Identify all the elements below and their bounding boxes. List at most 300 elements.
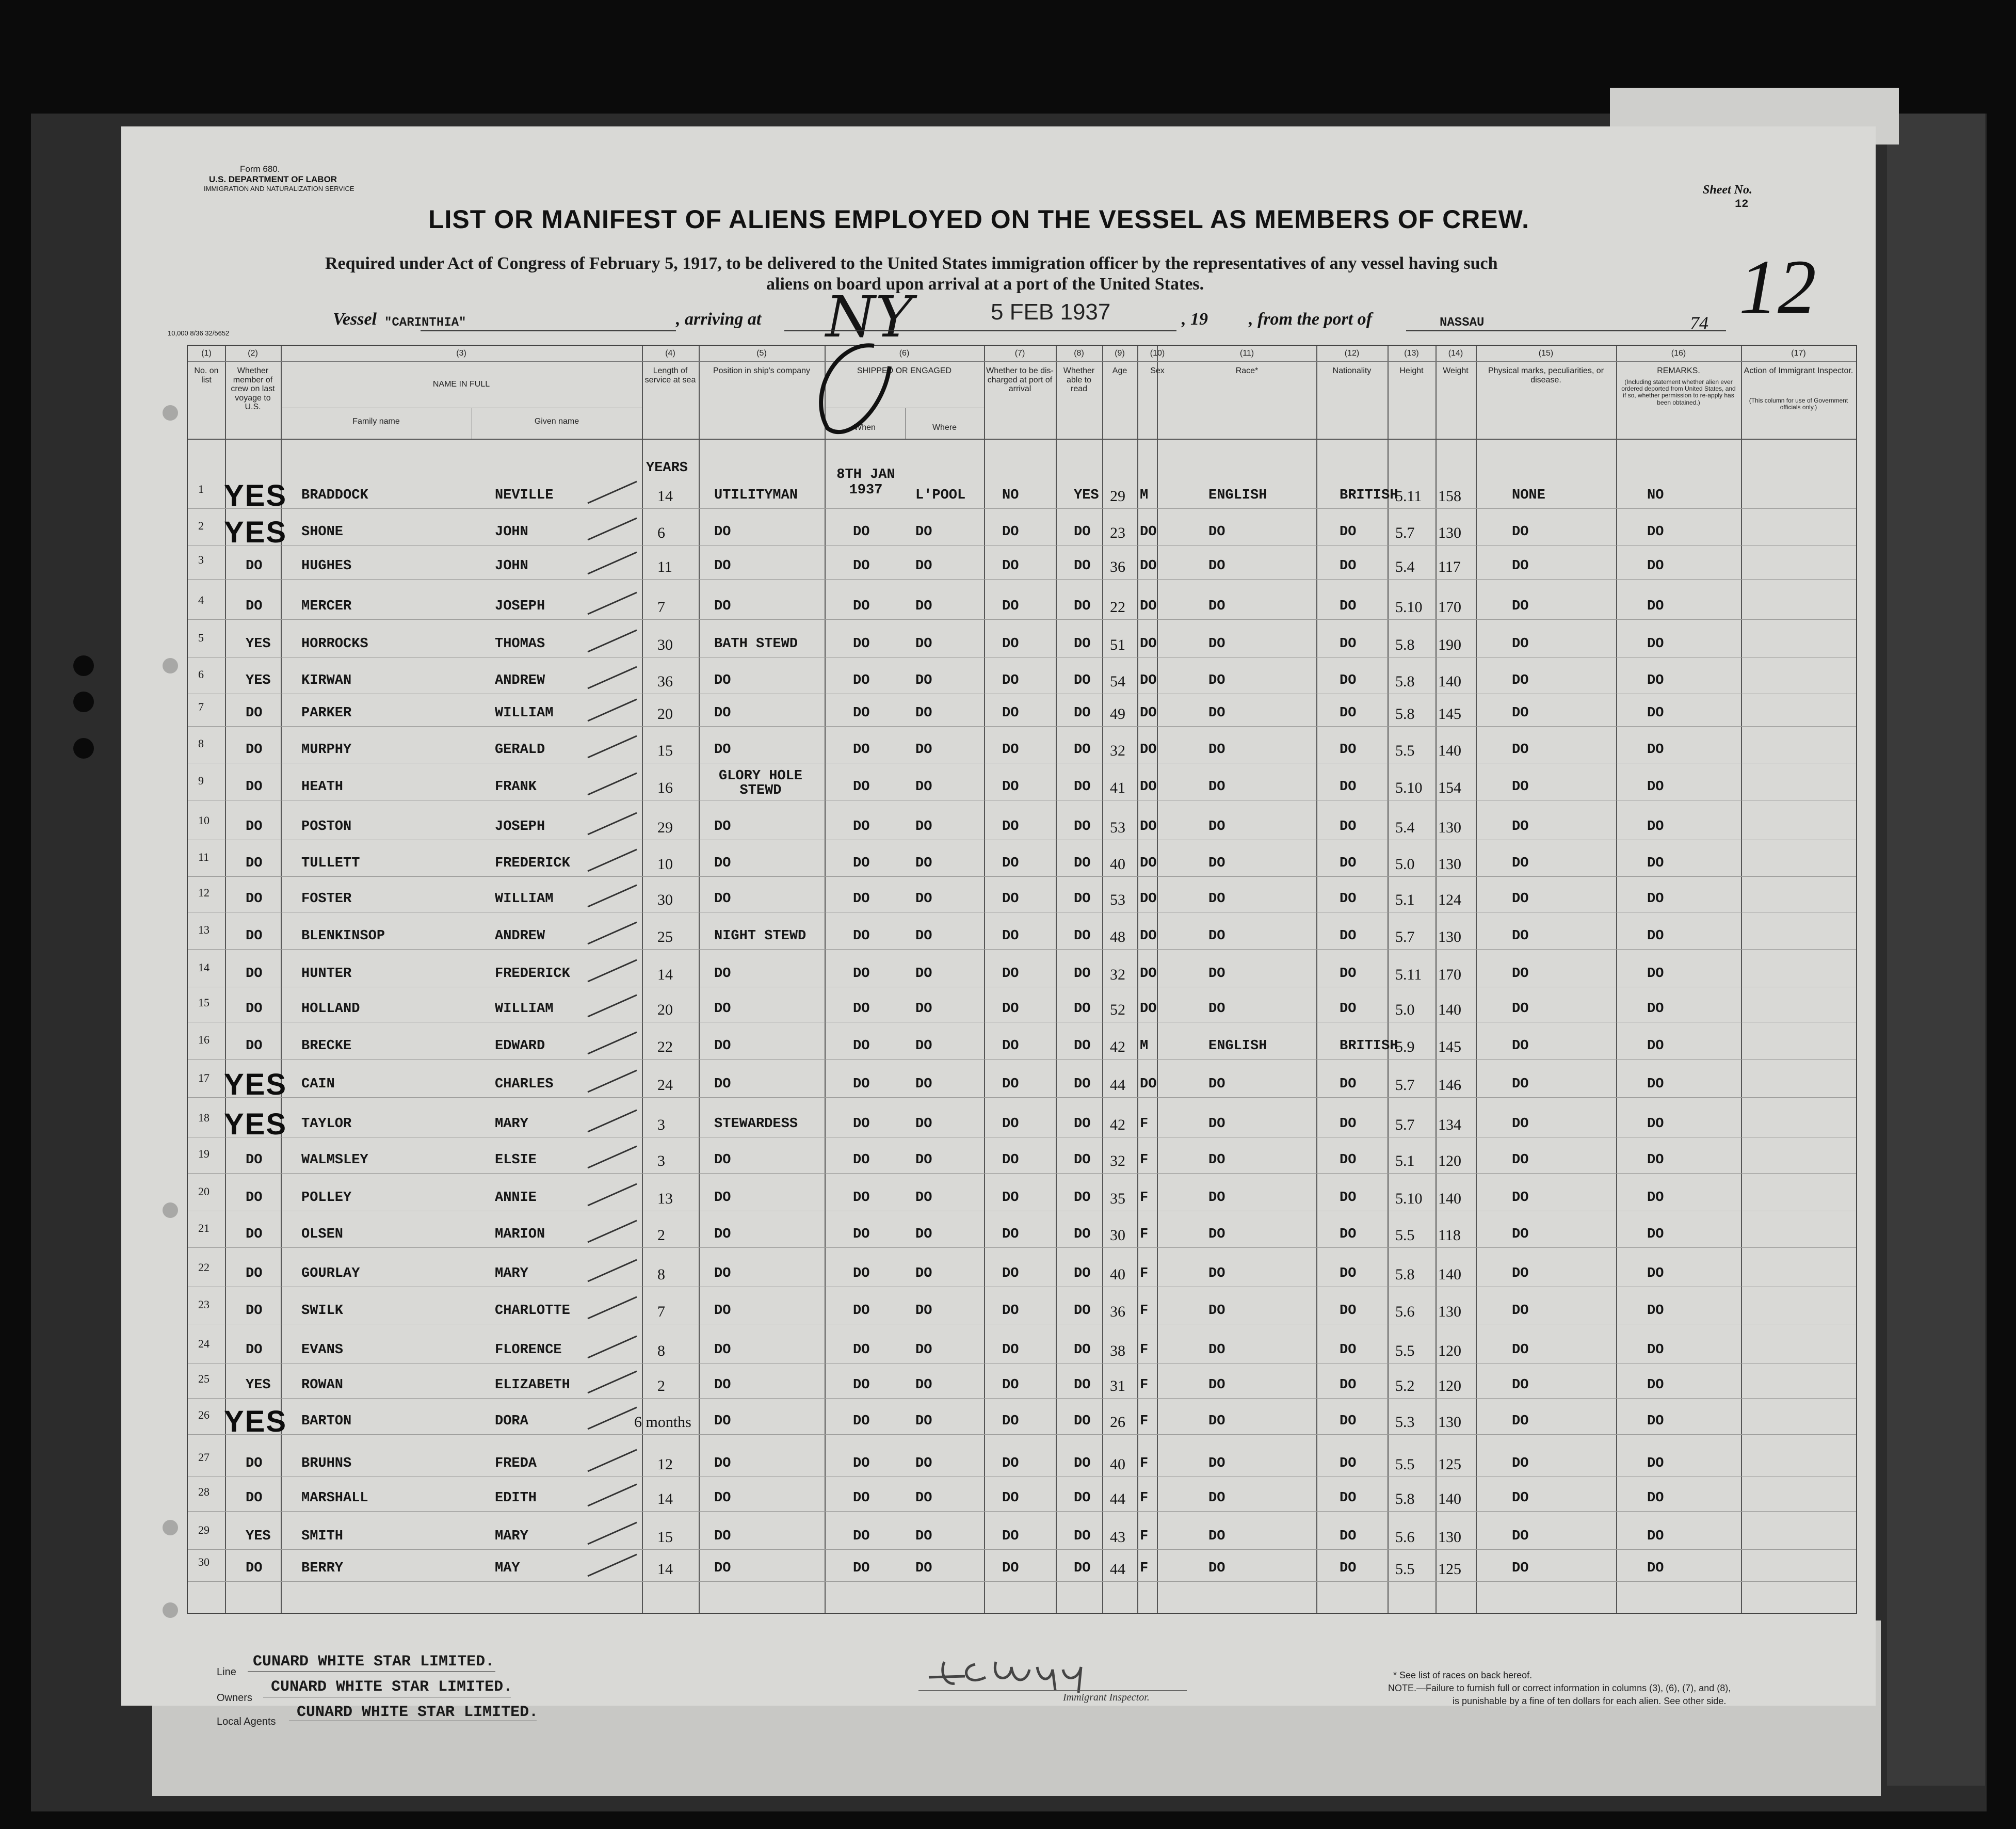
where-cell: DO: [915, 1001, 932, 1017]
arriving-port: NY: [826, 284, 913, 350]
where-cell: DO: [915, 599, 932, 614]
family-cell: WALMSLEY: [301, 1152, 368, 1168]
vessel-underline: [421, 330, 676, 331]
weight-cell: 125: [1438, 1456, 1461, 1473]
marks-cell: DO: [1512, 599, 1529, 614]
position-cell: DO: [714, 1152, 731, 1168]
weight-cell: 125: [1438, 1561, 1461, 1578]
remarks-cell: DO: [1647, 1342, 1664, 1358]
remarks-cell: DO: [1647, 1038, 1664, 1054]
disch-cell: DO: [1002, 1152, 1019, 1168]
given-cell: MARION: [495, 1227, 545, 1242]
nat-cell: DO: [1340, 1303, 1357, 1319]
marks-cell: DO: [1512, 1377, 1529, 1393]
last-voyage-cell: DO: [246, 705, 263, 721]
read-cell: DO: [1074, 1561, 1091, 1576]
family-cell: MURPHY: [301, 742, 352, 758]
position-cell: DO: [714, 705, 731, 721]
signature-underline: [918, 1690, 1187, 1691]
marks-cell: DO: [1512, 1038, 1529, 1054]
given-cell: ANDREW: [495, 928, 545, 944]
given-cell: JOHN: [495, 558, 528, 574]
column-rule: [1616, 346, 1617, 1613]
service-cell: 20: [657, 705, 673, 723]
penalty-note-1: NOTE.—Failure to furnish full or correct information in columns (3), (6), (7), and (8),: [1388, 1683, 1731, 1693]
family-cell: OLSEN: [301, 1227, 344, 1242]
row-number: 12: [198, 886, 209, 899]
check-mark: [585, 548, 642, 579]
weight-cell: 140: [1438, 1266, 1461, 1283]
row-number: 4: [198, 593, 204, 606]
check-mark: [585, 1180, 642, 1211]
last-voyage-cell: DO: [246, 928, 263, 944]
service-cell: 24: [657, 1077, 673, 1094]
disch-cell: DO: [1002, 928, 1019, 944]
service-cell: 25: [657, 928, 673, 945]
position-cell: DO: [714, 856, 731, 871]
marks-cell: DO: [1512, 1190, 1529, 1206]
column-number: (17): [1791, 349, 1806, 358]
age-cell: 23: [1110, 524, 1125, 541]
when-cell: DO: [853, 1377, 870, 1393]
page-reference: 74: [1690, 313, 1708, 333]
remarks-cell: DO: [1647, 1377, 1664, 1393]
department-name: U.S. DEPARTMENT OF LABOR: [209, 174, 337, 184]
sex-cell: DO: [1140, 1001, 1157, 1017]
where-cell: DO: [915, 1342, 932, 1358]
from-port: NASSAU: [1440, 316, 1485, 330]
height-cell: 5.0: [1395, 856, 1415, 873]
column-number: (13): [1404, 349, 1419, 358]
service-cell: 8: [657, 1266, 665, 1283]
disch-cell: DO: [1002, 1377, 1019, 1393]
service-cell: 15: [657, 1529, 673, 1546]
row-rule: [188, 876, 1856, 877]
given-cell: JOSEPH: [495, 819, 545, 835]
position-cell: DO: [714, 1001, 731, 1017]
where-cell: DO: [915, 636, 932, 652]
where-cell: DO: [915, 966, 932, 982]
column-rule: [699, 346, 700, 1613]
sex-cell: DO: [1140, 779, 1157, 795]
sheet-number-printed: 12: [1735, 198, 1749, 211]
disch-cell: DO: [1002, 1490, 1019, 1506]
age-cell: 44: [1110, 1561, 1125, 1578]
yes-stamp: YES: [224, 1068, 287, 1101]
height-cell: 5.7: [1395, 928, 1415, 945]
check-mark: [585, 514, 642, 545]
remarks-cell: DO: [1647, 928, 1664, 944]
row-number: 5: [198, 631, 204, 644]
remarks-cell: DO: [1647, 1190, 1664, 1206]
weight-cell: 190: [1438, 636, 1461, 653]
where-cell: DO: [915, 928, 932, 944]
age-cell: 43: [1110, 1529, 1125, 1546]
remarks-cell: DO: [1647, 819, 1664, 835]
when-cell: DO: [853, 1342, 870, 1358]
weight-cell: 140: [1438, 742, 1461, 759]
height-cell: 5.7: [1395, 524, 1415, 541]
family-cell: MARSHALL: [301, 1490, 368, 1506]
weight-cell: 145: [1438, 1038, 1461, 1055]
row-number: 29: [198, 1523, 209, 1536]
family-cell: SHONE: [301, 524, 344, 540]
nat-cell: DO: [1340, 1227, 1357, 1242]
age-cell: 36: [1110, 558, 1125, 575]
weight-cell: 130: [1438, 1529, 1461, 1546]
where-subheader: Where: [932, 423, 957, 432]
column-header: Whether to be dis-charged at port of arrival: [986, 366, 1054, 394]
last-voyage-cell: DO: [246, 856, 263, 871]
sex-cell: F: [1140, 1490, 1149, 1506]
subtitle-line-1: Required under Act of Congress of February 5, 1917, to be delivered to the United States immigration officer by the representatives of any vessel having such: [325, 254, 1498, 273]
column-header: Sex: [1150, 366, 1165, 375]
marks-cell: DO: [1512, 1266, 1529, 1281]
service-name: IMMIGRATION AND NATURALIZATION SERVICE: [204, 185, 354, 192]
column-header: REMARKS.: [1657, 366, 1700, 375]
marks-cell: DO: [1512, 1001, 1529, 1017]
given-cell: MAY: [495, 1561, 520, 1576]
column-rule: [1741, 346, 1742, 1613]
punch-hole: [73, 738, 94, 759]
last-voyage-cell: DO: [246, 1561, 263, 1576]
disch-cell: DO: [1002, 1529, 1019, 1544]
race-cell: DO: [1208, 1561, 1225, 1576]
when-cell: DO: [853, 1266, 870, 1281]
check-mark: [585, 1106, 642, 1137]
age-cell: 54: [1110, 673, 1125, 690]
from-port-label: , from the port of: [1249, 310, 1372, 329]
when-cell: DO: [853, 1414, 870, 1429]
line-value: CUNARD WHITE STAR LIMITED.: [253, 1653, 495, 1671]
disch-cell: DO: [1002, 966, 1019, 982]
remarks-cell: DO: [1647, 673, 1664, 688]
column-header: Whether able to read: [1063, 366, 1095, 394]
column-number: (9): [1115, 349, 1125, 358]
race-cell: DO: [1208, 1077, 1225, 1092]
height-cell: 5.8: [1395, 673, 1415, 690]
nat-cell: DO: [1340, 1077, 1357, 1092]
race-cell: DO: [1208, 1377, 1225, 1393]
disch-cell: DO: [1002, 742, 1019, 758]
marks-cell: DO: [1512, 673, 1529, 688]
height-cell: 5.11: [1395, 966, 1422, 983]
race-cell: DO: [1208, 742, 1225, 758]
manifest-table: [187, 345, 1857, 1614]
race-cell: DO: [1208, 1116, 1225, 1132]
circled-mark: [797, 335, 910, 454]
family-cell: BLENKINSOP: [301, 928, 385, 944]
family-cell: BARTON: [301, 1414, 352, 1429]
row-number: 20: [198, 1185, 209, 1198]
race-cell: DO: [1208, 819, 1225, 835]
when-cell: DO: [853, 1303, 870, 1319]
when-cell: DO: [853, 1490, 870, 1506]
row-number: 8: [198, 737, 204, 750]
height-cell: 5.4: [1395, 558, 1415, 575]
read-cell: DO: [1074, 524, 1091, 540]
weight-cell: 140: [1438, 673, 1461, 690]
owners-value: CUNARD WHITE STAR LIMITED.: [271, 1678, 513, 1696]
row-rule: [188, 1581, 1856, 1582]
race-cell: DO: [1208, 1152, 1225, 1168]
read-cell: DO: [1074, 1529, 1091, 1544]
service-cell: 3: [657, 1116, 665, 1133]
sheet-number-handwritten: 12: [1739, 244, 1816, 330]
check-mark: [585, 1550, 642, 1581]
sex-cell: DO: [1140, 891, 1157, 907]
race-cell: DO: [1208, 1303, 1225, 1319]
family-cell: POLLEY: [301, 1190, 352, 1206]
age-cell: 38: [1110, 1342, 1125, 1359]
last-voyage-cell: DO: [246, 779, 263, 795]
given-cell: MARY: [495, 1266, 528, 1281]
sex-cell: DO: [1140, 819, 1157, 835]
marks-cell: DO: [1512, 558, 1529, 574]
remarks-cell: DO: [1647, 1561, 1664, 1576]
remarks-note: (Including statement whether alien ever ordered deported from United States, and if so, whether permission to re-apply has been obtained.): [1621, 378, 1736, 406]
read-cell: DO: [1074, 1266, 1091, 1281]
last-voyage-cell: DO: [246, 1303, 263, 1319]
position-cell: DO: [714, 1377, 731, 1393]
age-cell: 44: [1110, 1490, 1125, 1507]
family-cell: BRECKE: [301, 1038, 352, 1054]
where-cell: DO: [915, 1038, 932, 1054]
given-cell: GERALD: [495, 742, 545, 758]
weight-cell: 130: [1438, 856, 1461, 873]
service-cell: 15: [657, 742, 673, 759]
row-number: 26: [198, 1408, 209, 1421]
last-voyage-cell: DO: [246, 1342, 263, 1358]
marks-cell: DO: [1512, 966, 1529, 982]
arriving-label: , arriving at: [676, 310, 762, 329]
height-cell: 5.8: [1395, 636, 1415, 653]
column-header: Height: [1399, 366, 1424, 375]
agents-value: CUNARD WHITE STAR LIMITED.: [297, 1704, 539, 1721]
service-cell: 20: [657, 1001, 673, 1018]
row-rule: [188, 545, 1856, 546]
given-cell: EDITH: [495, 1490, 537, 1506]
marks-cell: NONE: [1512, 488, 1545, 503]
given-cell: FRANK: [495, 779, 537, 795]
family-cell: BRADDOCK: [301, 488, 368, 503]
when-subheader: When: [854, 423, 876, 432]
family-cell: BRUHNS: [301, 1456, 352, 1471]
row-number: 14: [198, 961, 209, 974]
given-cell: FREDERICK: [495, 856, 570, 871]
punch-hole: [73, 692, 94, 712]
height-cell: 5.8: [1395, 705, 1415, 723]
margin-hole: [163, 658, 178, 673]
where-cell: DO: [915, 673, 932, 688]
disch-cell: DO: [1002, 1303, 1019, 1319]
height-cell: 5.10: [1395, 779, 1423, 796]
sex-cell: M: [1140, 488, 1149, 503]
nat-cell: DO: [1340, 1266, 1357, 1281]
form-number: Form 680.: [240, 164, 280, 174]
family-cell: TAYLOR: [301, 1116, 352, 1132]
where-cell: DO: [915, 891, 932, 907]
nat-cell: DO: [1340, 1190, 1357, 1206]
given-cell: MARY: [495, 1529, 528, 1544]
position-cell: DO: [714, 1342, 731, 1358]
column-header: Whether member of crew on last voyage to U.S.: [231, 366, 275, 412]
disch-cell: DO: [1002, 856, 1019, 871]
marks-cell: DO: [1512, 1116, 1529, 1132]
check-mark: [585, 1518, 642, 1549]
read-cell: DO: [1074, 779, 1091, 795]
read-cell: DO: [1074, 1190, 1091, 1206]
where-cell: DO: [915, 1414, 932, 1429]
remarks-cell: DO: [1647, 1266, 1664, 1281]
given-name-subheader: Given name: [534, 417, 579, 426]
race-cell: DO: [1208, 1490, 1225, 1506]
disch-cell: DO: [1002, 779, 1019, 795]
yes-stamp: YES: [224, 479, 287, 512]
races-note: * See list of races on back hereof.: [1393, 1670, 1533, 1680]
read-cell: DO: [1074, 1001, 1091, 1017]
sex-cell: DO: [1140, 673, 1157, 688]
last-voyage-cell: DO: [246, 1152, 263, 1168]
weight-cell: 120: [1438, 1377, 1461, 1394]
race-cell: DO: [1208, 856, 1225, 871]
row-number: 21: [198, 1222, 209, 1234]
penalty-note-2: is punishable by a fine of ten dollars for each alien. See other side.: [1453, 1696, 1727, 1706]
when-cell: 8TH JAN 1937: [836, 467, 895, 498]
disch-cell: DO: [1002, 1561, 1019, 1576]
when-cell: DO: [853, 705, 870, 721]
when-cell: DO: [853, 891, 870, 907]
marks-cell: DO: [1512, 742, 1529, 758]
check-mark: [585, 769, 642, 800]
position-cell: DO: [714, 599, 731, 614]
row-rule: [188, 1247, 1856, 1248]
yes-stamp: YES: [224, 516, 287, 549]
disch-cell: DO: [1002, 1456, 1019, 1471]
family-cell: CAIN: [301, 1077, 335, 1092]
service-cell: 8: [657, 1342, 665, 1359]
column-number-rule: [188, 361, 1856, 362]
read-cell: DO: [1074, 1116, 1091, 1132]
when-cell: DO: [853, 966, 870, 982]
where-cell: DO: [915, 524, 932, 540]
when-cell: DO: [853, 856, 870, 871]
column-number: (4): [665, 349, 675, 358]
age-cell: 53: [1110, 819, 1125, 836]
race-cell: ENGLISH: [1208, 1038, 1267, 1054]
race-cell: DO: [1208, 1529, 1225, 1544]
margin-hole: [163, 1602, 178, 1618]
weight-cell: 130: [1438, 524, 1461, 541]
position-cell: DO: [714, 1456, 731, 1471]
where-cell: DO: [915, 1377, 932, 1393]
marks-cell: DO: [1512, 1342, 1529, 1358]
nat-cell: DO: [1340, 524, 1357, 540]
marks-cell: DO: [1512, 1303, 1529, 1319]
age-cell: 32: [1110, 966, 1125, 983]
service-cell: 14: [657, 1490, 673, 1507]
race-cell: DO: [1208, 1456, 1225, 1471]
nat-cell: DO: [1340, 673, 1357, 688]
weight-cell: 130: [1438, 1303, 1461, 1320]
position-cell: DO: [714, 891, 731, 907]
age-cell: 48: [1110, 928, 1125, 945]
column-header: Position in ship's company: [713, 366, 811, 375]
check-mark: [585, 695, 642, 726]
sex-cell: M: [1140, 1038, 1149, 1054]
given-cell: CHARLOTTE: [495, 1303, 570, 1319]
when-cell: DO: [853, 599, 870, 614]
disch-cell: DO: [1002, 524, 1019, 540]
race-cell: DO: [1208, 928, 1225, 944]
last-voyage-cell: DO: [246, 1227, 263, 1242]
remarks-cell: DO: [1647, 636, 1664, 652]
read-cell: DO: [1074, 705, 1091, 721]
age-cell: 35: [1110, 1190, 1125, 1207]
check-mark: [585, 663, 642, 694]
nat-cell: DO: [1340, 1342, 1357, 1358]
row-number: 28: [198, 1485, 209, 1498]
position-cell: DO: [714, 819, 731, 835]
row-number: 7: [198, 700, 204, 713]
age-cell: 22: [1110, 599, 1125, 616]
weight-cell: 130: [1438, 819, 1461, 836]
nat-cell: DO: [1340, 1152, 1357, 1168]
nat-cell: DO: [1340, 599, 1357, 614]
race-cell: DO: [1208, 636, 1225, 652]
where-cell: DO: [915, 1561, 932, 1576]
age-cell: 42: [1110, 1038, 1125, 1055]
race-cell: DO: [1208, 558, 1225, 574]
read-cell: DO: [1074, 1342, 1091, 1358]
weight-cell: 170: [1438, 599, 1461, 616]
position-cell: DO: [714, 1414, 731, 1429]
column-number: (2): [248, 349, 258, 358]
position-cell: GLORY HOLE STEWD: [718, 768, 803, 798]
service-cell: 29: [657, 819, 673, 836]
height-cell: 5.5: [1395, 1342, 1415, 1359]
row-number: 22: [198, 1261, 209, 1274]
margin-hole: [163, 1202, 178, 1218]
where-cell: DO: [915, 1529, 932, 1544]
read-cell: DO: [1074, 636, 1091, 652]
sheet-label: Sheet No.: [1703, 183, 1752, 197]
service-cell: 3: [657, 1152, 665, 1169]
weight-cell: 134: [1438, 1116, 1461, 1133]
service-cell: 30: [657, 636, 673, 653]
height-cell: 5.5: [1395, 1227, 1415, 1244]
read-cell: DO: [1074, 1377, 1091, 1393]
where-cell: DO: [915, 705, 932, 721]
check-mark: [585, 1446, 642, 1477]
remarks-cell: DO: [1647, 599, 1664, 614]
given-cell: CHARLES: [495, 1077, 554, 1092]
race-cell: DO: [1208, 1190, 1225, 1206]
given-cell: ANDREW: [495, 673, 545, 688]
disch-cell: DO: [1002, 1227, 1019, 1242]
weight-cell: 130: [1438, 1414, 1461, 1431]
arriving-underline: [784, 330, 1176, 331]
when-cell: DO: [853, 1116, 870, 1132]
family-cell: ROWAN: [301, 1377, 344, 1393]
height-cell: 5.11: [1395, 488, 1422, 505]
service-cell: 10: [657, 856, 673, 873]
row-number: 24: [198, 1337, 209, 1350]
disch-cell: DO: [1002, 1116, 1019, 1132]
read-cell: DO: [1074, 742, 1091, 758]
arrival-date-stamp: 5 FEB 1937: [991, 299, 1111, 325]
disch-cell: DO: [1002, 705, 1019, 721]
